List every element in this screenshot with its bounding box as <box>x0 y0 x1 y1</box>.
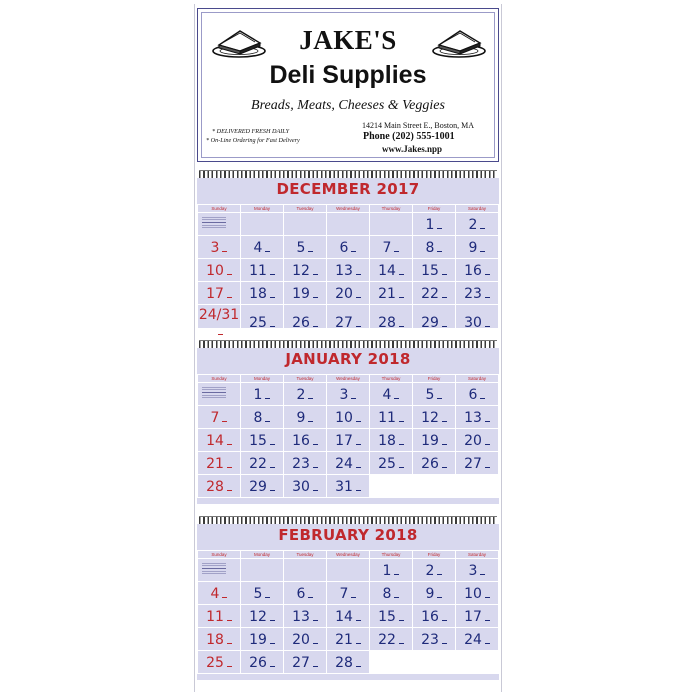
month-grid <box>197 550 499 674</box>
weekday-header: Wednesday <box>327 375 370 383</box>
day-number: 24/31 <box>198 305 240 339</box>
day-cell <box>456 259 499 282</box>
day-number: 17 <box>456 607 498 625</box>
day-number: 25 <box>198 653 240 671</box>
day-cell <box>327 282 370 305</box>
weekday-header: Tuesday <box>284 205 327 213</box>
weekday-header: Tuesday <box>284 551 327 559</box>
day-number: 4 <box>198 584 240 602</box>
day-number: 12 <box>241 607 283 625</box>
note-online: * On-Line Ordering for Fast Delivery <box>206 137 300 144</box>
day-number: 14 <box>370 261 412 279</box>
month-panel-february <box>197 524 499 680</box>
day-number: 1 <box>241 385 283 403</box>
day-cell <box>198 628 241 651</box>
day-number: 24 <box>327 454 369 472</box>
note-delivered: * DELIVERED FRESH DAILY <box>212 128 290 135</box>
day-cell <box>456 628 499 651</box>
empty-cell <box>327 559 370 582</box>
day-number: 3 <box>198 238 240 256</box>
day-number: 28 <box>327 653 369 671</box>
day-cell <box>198 305 241 340</box>
day-number: 10 <box>198 261 240 279</box>
day-cell <box>456 559 499 582</box>
day-cell <box>284 605 327 628</box>
day-number: 19 <box>241 630 283 648</box>
day-number: 30 <box>284 477 326 495</box>
day-cell <box>241 259 284 282</box>
weekday-header: Saturday <box>456 375 499 383</box>
day-number: 7 <box>327 584 369 602</box>
weekday-header: Friday <box>413 551 456 559</box>
day-number: 30 <box>456 313 498 331</box>
month-panel-december <box>197 178 499 331</box>
day-number: 20 <box>456 431 498 449</box>
empty-cell <box>456 651 499 674</box>
website: www.Jakes.npp <box>382 144 443 154</box>
day-number: 14 <box>198 431 240 449</box>
day-cell <box>327 452 370 475</box>
day-number: 8 <box>370 584 412 602</box>
day-number: 12 <box>413 408 455 426</box>
day-number: 7 <box>198 408 240 426</box>
day-cell <box>284 628 327 651</box>
day-number: 21 <box>198 454 240 472</box>
weekday-header: Tuesday <box>284 375 327 383</box>
weekday-header: Monday <box>241 205 284 213</box>
day-cell <box>241 582 284 605</box>
day-cell <box>413 582 456 605</box>
day-cell <box>241 475 284 498</box>
day-number: 29 <box>413 313 455 331</box>
day-number: 25 <box>241 313 283 331</box>
day-cell <box>370 429 413 452</box>
day-cell <box>284 582 327 605</box>
weekday-header: Wednesday <box>327 551 370 559</box>
day-cell <box>413 213 456 236</box>
day-cell <box>413 628 456 651</box>
day-number: 26 <box>284 313 326 331</box>
day-cell <box>284 259 327 282</box>
day-cell <box>370 236 413 259</box>
day-cell <box>413 305 456 340</box>
day-cell <box>327 429 370 452</box>
day-number: 28 <box>198 477 240 495</box>
day-cell <box>370 259 413 282</box>
wall-calendar <box>194 4 502 692</box>
day-cell <box>241 236 284 259</box>
day-number: 10 <box>456 584 498 602</box>
day-cell <box>456 605 499 628</box>
empty-cell <box>284 559 327 582</box>
day-cell <box>198 406 241 429</box>
weekday-header: Saturday <box>456 205 499 213</box>
day-cell <box>327 582 370 605</box>
day-cell <box>456 305 499 340</box>
day-number: 18 <box>370 431 412 449</box>
day-number: 18 <box>198 630 240 648</box>
month-grid <box>197 204 499 340</box>
mini-calendar-note <box>202 562 226 574</box>
day-number: 27 <box>456 454 498 472</box>
day-cell <box>413 429 456 452</box>
day-cell <box>241 628 284 651</box>
day-cell <box>198 259 241 282</box>
day-number: 2 <box>413 561 455 579</box>
month-title: FEBRUARY 2018 <box>278 526 418 544</box>
calendar-header <box>197 8 499 162</box>
day-cell <box>241 651 284 674</box>
weekday-header: Thursday <box>370 375 413 383</box>
weekday-header: Friday <box>413 375 456 383</box>
day-number: 19 <box>413 431 455 449</box>
day-cell <box>327 259 370 282</box>
weekday-header: Friday <box>413 205 456 213</box>
day-number: 8 <box>413 238 455 256</box>
address: 14214 Main Street E., Boston, MA <box>362 121 474 130</box>
day-cell <box>284 305 327 340</box>
day-cell <box>198 452 241 475</box>
day-cell <box>327 383 370 406</box>
day-number: 7 <box>370 238 412 256</box>
day-number: 16 <box>413 607 455 625</box>
month-grid <box>197 374 499 498</box>
day-number: 31 <box>327 477 369 495</box>
day-number: 23 <box>413 630 455 648</box>
day-number: 11 <box>241 261 283 279</box>
day-cell <box>370 305 413 340</box>
day-number: 24 <box>456 630 498 648</box>
day-cell <box>284 452 327 475</box>
day-cell <box>241 406 284 429</box>
day-number: 5 <box>413 385 455 403</box>
day-number: 23 <box>284 454 326 472</box>
day-number: 5 <box>241 584 283 602</box>
day-cell <box>198 282 241 305</box>
day-cell <box>241 429 284 452</box>
day-number: 10 <box>327 408 369 426</box>
day-cell <box>198 236 241 259</box>
day-cell <box>241 282 284 305</box>
business-name: JAKE'S <box>299 25 397 55</box>
day-cell <box>456 582 499 605</box>
day-cell <box>241 305 284 340</box>
day-cell <box>456 213 499 236</box>
day-number: 27 <box>327 313 369 331</box>
empty-cell <box>284 213 327 236</box>
day-cell <box>241 383 284 406</box>
day-number: 4 <box>241 238 283 256</box>
month-title: DECEMBER 2017 <box>276 180 420 198</box>
day-number: 9 <box>413 584 455 602</box>
mini-calendar-note <box>202 216 226 228</box>
empty-cell <box>198 383 241 406</box>
empty-cell <box>456 475 499 498</box>
day-cell <box>370 628 413 651</box>
day-number: 22 <box>413 284 455 302</box>
day-cell <box>284 406 327 429</box>
day-cell <box>198 582 241 605</box>
day-cell <box>284 236 327 259</box>
day-number: 11 <box>370 408 412 426</box>
empty-cell <box>370 475 413 498</box>
day-number: 9 <box>456 238 498 256</box>
day-cell <box>198 475 241 498</box>
day-number: 5 <box>284 238 326 256</box>
day-number: 3 <box>327 385 369 403</box>
day-cell <box>198 651 241 674</box>
empty-cell <box>413 475 456 498</box>
day-number: 27 <box>284 653 326 671</box>
day-cell <box>413 383 456 406</box>
day-cell <box>370 383 413 406</box>
day-number: 15 <box>241 431 283 449</box>
empty-cell <box>198 559 241 582</box>
weekday-header: Sunday <box>198 551 241 559</box>
day-number: 9 <box>284 408 326 426</box>
month-title: JANUARY 2018 <box>285 350 411 368</box>
day-cell <box>284 383 327 406</box>
day-number: 2 <box>456 215 498 233</box>
day-cell <box>198 429 241 452</box>
day-cell <box>456 383 499 406</box>
day-cell <box>413 452 456 475</box>
weekday-header: Thursday <box>370 551 413 559</box>
day-cell <box>413 282 456 305</box>
day-cell <box>413 605 456 628</box>
day-number: 13 <box>284 607 326 625</box>
day-number: 4 <box>370 385 412 403</box>
empty-cell <box>241 559 284 582</box>
day-cell <box>370 605 413 628</box>
weekday-header: Sunday <box>198 375 241 383</box>
day-cell <box>327 605 370 628</box>
month-panel-january <box>197 348 499 504</box>
weekday-header: Wednesday <box>327 205 370 213</box>
empty-cell <box>413 651 456 674</box>
day-number: 3 <box>456 561 498 579</box>
day-number: 18 <box>241 284 283 302</box>
day-number: 6 <box>327 238 369 256</box>
day-number: 6 <box>456 385 498 403</box>
day-cell <box>241 452 284 475</box>
weekday-header: Saturday <box>456 551 499 559</box>
day-cell <box>327 475 370 498</box>
day-number: 22 <box>370 630 412 648</box>
day-number: 1 <box>370 561 412 579</box>
weekday-header: Monday <box>241 375 284 383</box>
day-number: 20 <box>327 284 369 302</box>
day-number: 13 <box>456 408 498 426</box>
day-number: 22 <box>241 454 283 472</box>
day-cell <box>413 259 456 282</box>
day-cell <box>370 452 413 475</box>
day-cell <box>327 628 370 651</box>
day-cell <box>456 429 499 452</box>
day-cell <box>413 406 456 429</box>
day-number: 21 <box>327 630 369 648</box>
day-number: 26 <box>241 653 283 671</box>
weekday-header: Thursday <box>370 205 413 213</box>
day-cell <box>456 236 499 259</box>
day-cell <box>456 282 499 305</box>
day-number: 25 <box>370 454 412 472</box>
day-number: 26 <box>413 454 455 472</box>
day-number: 29 <box>241 477 283 495</box>
day-cell <box>456 406 499 429</box>
day-cell <box>327 236 370 259</box>
day-number: 13 <box>327 261 369 279</box>
day-cell <box>370 559 413 582</box>
day-number: 8 <box>241 408 283 426</box>
tagline: Breads, Meats, Cheeses & Veggies <box>251 98 445 113</box>
day-number: 17 <box>198 284 240 302</box>
day-cell <box>370 282 413 305</box>
day-cell <box>413 559 456 582</box>
business-type: Deli Supplies <box>269 61 427 89</box>
day-number: 6 <box>284 584 326 602</box>
day-number: 23 <box>456 284 498 302</box>
day-number: 15 <box>413 261 455 279</box>
day-cell <box>284 475 327 498</box>
day-cell <box>327 651 370 674</box>
day-number: 20 <box>284 630 326 648</box>
mini-calendar-note <box>202 386 226 398</box>
day-number: 1 <box>413 215 455 233</box>
day-cell <box>241 605 284 628</box>
day-cell <box>327 406 370 429</box>
weekday-header: Monday <box>241 551 284 559</box>
empty-cell <box>198 213 241 236</box>
day-number: 21 <box>370 284 412 302</box>
empty-cell <box>370 213 413 236</box>
day-cell <box>284 282 327 305</box>
day-cell <box>198 605 241 628</box>
day-cell <box>327 305 370 340</box>
day-number: 19 <box>284 284 326 302</box>
day-cell <box>370 406 413 429</box>
day-number: 12 <box>284 261 326 279</box>
day-number: 11 <box>198 607 240 625</box>
day-cell <box>413 236 456 259</box>
day-cell <box>456 452 499 475</box>
day-cell <box>284 429 327 452</box>
day-cell <box>284 651 327 674</box>
empty-cell <box>327 213 370 236</box>
day-cell <box>370 582 413 605</box>
phone: Phone (202) 555-1001 <box>363 131 455 142</box>
day-number: 17 <box>327 431 369 449</box>
weekday-header: Sunday <box>198 205 241 213</box>
day-number: 16 <box>284 431 326 449</box>
empty-cell <box>241 213 284 236</box>
day-number: 16 <box>456 261 498 279</box>
day-number: 2 <box>284 385 326 403</box>
empty-cell <box>370 651 413 674</box>
day-number: 15 <box>370 607 412 625</box>
day-number: 14 <box>327 607 369 625</box>
day-number: 28 <box>370 313 412 331</box>
